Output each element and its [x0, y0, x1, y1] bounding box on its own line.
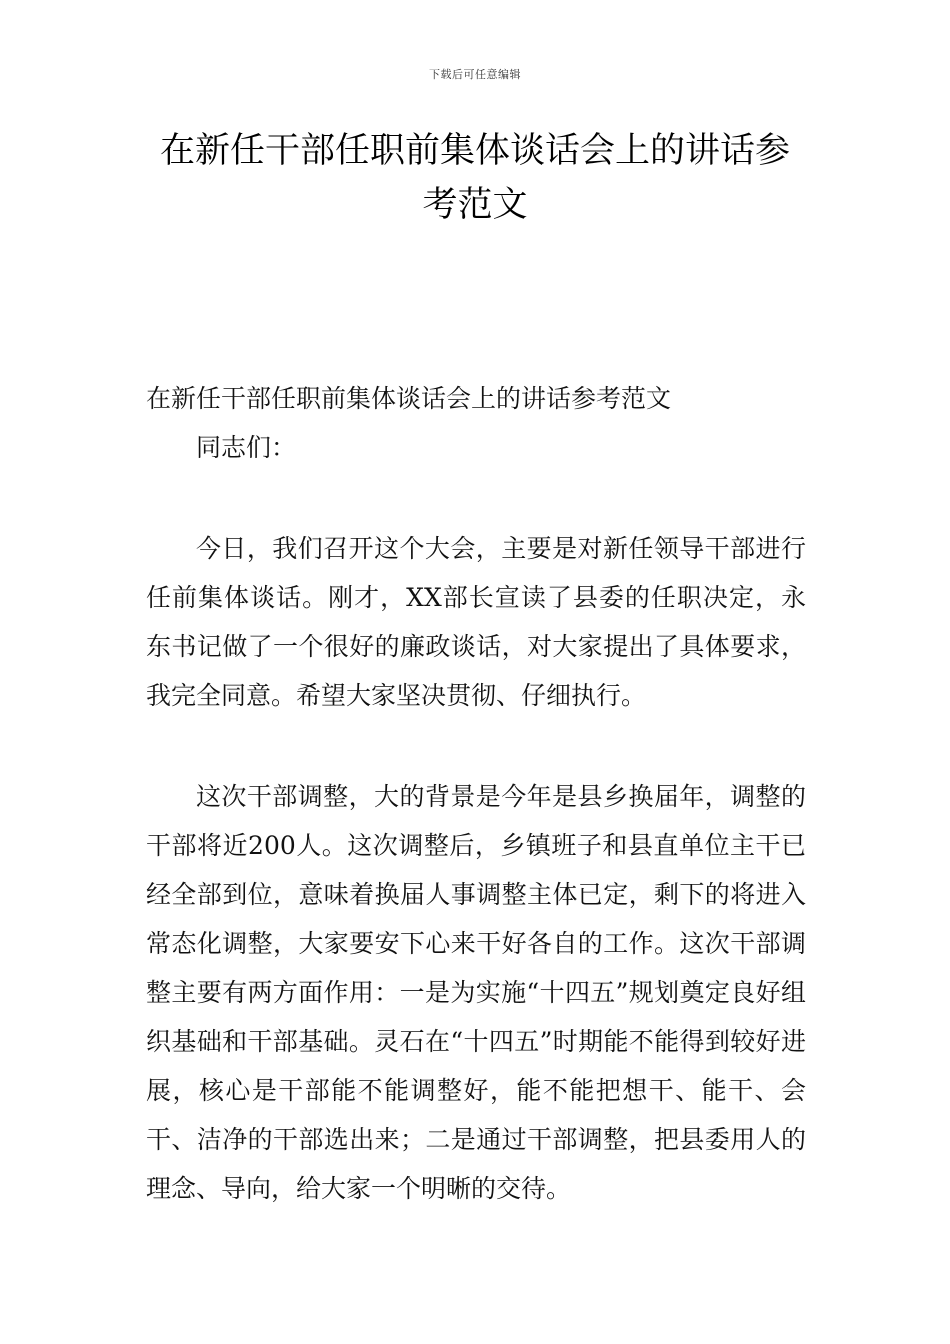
document-subtitle: 在新任干部任职前集体谈话会上的讲话参考范文: [146, 384, 672, 413]
greeting: 同志们：: [196, 433, 297, 462]
paragraph-1: 今日，我们召开这个大会，主要是对新任领导干部进行任前集体谈话。刚才，XX部长宣读了县委的任职决定，永东书记做了一个很好的廉政谈话，对大家提出了具体要求，我完全同意。希望大家坚决贯彻、仔细执行。: [146, 534, 806, 710]
paragraph-2: 这次干部调整，大的背景是今年是县乡换届年，调整的干部将近200人。这次调整后，乡镇班子和县直单位主干已经全部到位，意味着换届人事调整主体已定，剩下的将进入常态化调整，大家要安下心来干好各自的工作。这次干部调整主要有两方面作用：一是为实施“十四五”规划奠定良好组织基础和干部基础。灵石在“十四五”时期能不能得到较好进展，核心是干部能不能调整好，能不能把想干、能干、会干、洁净的干部选出来；二是通过干部调整，把县委用人的理念、导向，给大家一个明晰的交待。: [146, 782, 806, 1203]
document-title: 在新任干部任职前集体谈话会上的讲话参考范文: [159, 131, 790, 225]
header-note: 下载后可任意编辑: [429, 68, 521, 81]
